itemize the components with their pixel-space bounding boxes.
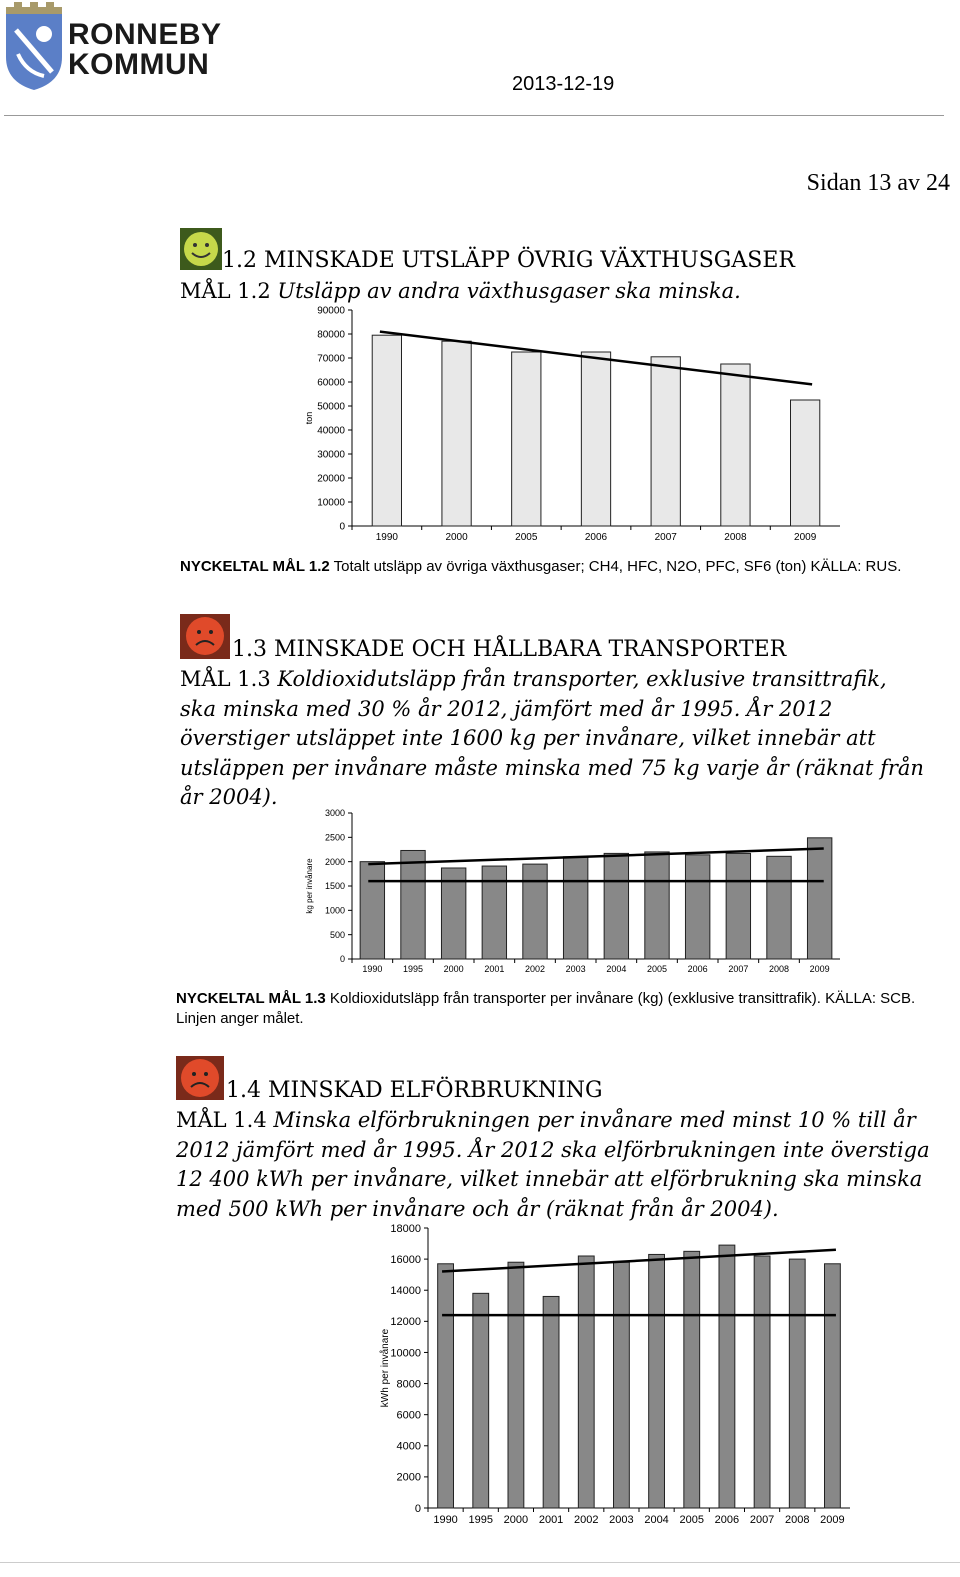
red-frown-icon bbox=[176, 1056, 224, 1100]
x-tick-label: 2000 bbox=[503, 1514, 529, 1526]
bar bbox=[614, 1262, 630, 1508]
x-tick-label: 2005 bbox=[679, 1514, 704, 1526]
y-tick-label: 2500 bbox=[324, 832, 345, 843]
x-tick-label: 2006 bbox=[584, 532, 608, 542]
bar bbox=[726, 853, 750, 959]
bar bbox=[825, 1264, 841, 1508]
chart-1-3 bbox=[290, 805, 850, 980]
y-tick-label: 2000 bbox=[324, 856, 345, 867]
y-tick-label: 1500 bbox=[324, 881, 345, 892]
x-tick-label: 2007 bbox=[728, 964, 749, 974]
y-tick-label: 60000 bbox=[317, 377, 345, 389]
x-tick-label: 1995 bbox=[468, 1514, 493, 1526]
bar bbox=[360, 862, 384, 959]
x-tick-label: 2006 bbox=[714, 1514, 740, 1526]
bar bbox=[685, 855, 709, 959]
x-tick-label: 2003 bbox=[609, 1514, 634, 1526]
x-tick-label: 2002 bbox=[574, 1514, 599, 1526]
bar bbox=[473, 1293, 489, 1508]
bar bbox=[563, 857, 587, 959]
red-frown-icon bbox=[180, 614, 230, 659]
trend-line bbox=[368, 849, 823, 865]
y-tick-label: 0 bbox=[414, 1502, 421, 1515]
trend-line bbox=[442, 1250, 836, 1272]
x-tick-label: 2006 bbox=[687, 964, 708, 974]
y-axis-label: kg per invånare bbox=[305, 858, 314, 914]
chart-1-2-svg bbox=[290, 302, 850, 542]
x-tick-label: 2009 bbox=[820, 1514, 845, 1526]
bar bbox=[372, 335, 401, 526]
x-tick-label: 1990 bbox=[375, 532, 398, 542]
x-tick-label: 2005 bbox=[515, 532, 538, 542]
x-tick-label: 2000 bbox=[445, 532, 468, 542]
section-heading-1-4: 1.4 MINSKAD ELFÖRBRUKNING bbox=[226, 1078, 603, 1103]
bar bbox=[807, 838, 831, 959]
bar bbox=[684, 1251, 700, 1508]
x-tick-label: 2001 bbox=[538, 1514, 564, 1526]
y-tick-label: 12000 bbox=[390, 1316, 421, 1329]
y-tick-label: 16000 bbox=[390, 1253, 421, 1266]
section-heading-1-2: 1.2 MINSKADE UTSLÄPP ÖVRIG VÄXTHUSGASER bbox=[222, 248, 795, 273]
y-tick-label: 70000 bbox=[317, 353, 345, 365]
y-tick-label: 10000 bbox=[390, 1347, 421, 1360]
bar bbox=[649, 1254, 665, 1508]
chart-1-3-svg bbox=[290, 805, 850, 980]
caption-1-2: NYCKELTAL MÅL 1.2 Totalt utsläpp av övriga växthusgaser; CH4, HFC, N2O, PFC, SF6 (ton) KÄLLA: RUS. bbox=[180, 558, 902, 575]
bar bbox=[791, 400, 820, 526]
x-tick-label: 2007 bbox=[654, 532, 677, 542]
y-tick-label: 90000 bbox=[317, 305, 345, 317]
y-tick-label: 3000 bbox=[324, 808, 345, 819]
footer-divider bbox=[0, 1562, 960, 1563]
bar bbox=[578, 1256, 594, 1508]
y-tick-label: 0 bbox=[339, 954, 345, 965]
x-tick-label: 1990 bbox=[362, 964, 383, 974]
y-tick-label: 4000 bbox=[396, 1440, 421, 1453]
y-tick-label: 10000 bbox=[317, 497, 345, 509]
x-tick-label: 2005 bbox=[646, 964, 668, 974]
bar bbox=[543, 1296, 559, 1508]
x-tick-label: 2000 bbox=[443, 964, 464, 974]
bar bbox=[442, 341, 471, 526]
green-smiley-icon bbox=[180, 228, 222, 270]
y-tick-label: 80000 bbox=[317, 329, 345, 341]
bar bbox=[512, 352, 541, 526]
bar bbox=[604, 853, 628, 959]
x-tick-label: 2008 bbox=[768, 964, 790, 974]
bar bbox=[754, 1256, 770, 1508]
goal-1-2: MÅL 1.2 Utsläpp av andra växthusgaser ska minska. bbox=[180, 279, 741, 303]
y-axis-label: ton bbox=[304, 411, 314, 425]
x-tick-label: 2007 bbox=[749, 1514, 775, 1526]
x-tick-label: 2002 bbox=[524, 964, 546, 974]
y-tick-label: 500 bbox=[329, 929, 345, 940]
page-number: Sidan 13 av 24 bbox=[806, 170, 950, 196]
y-tick-label: 2000 bbox=[396, 1471, 421, 1484]
x-tick-label: 2009 bbox=[809, 964, 830, 974]
chart-1-2 bbox=[290, 302, 850, 542]
bar bbox=[401, 850, 425, 959]
chart-1-4 bbox=[350, 1218, 860, 1533]
y-tick-label: 20000 bbox=[317, 473, 345, 485]
y-tick-label: 1000 bbox=[324, 905, 345, 916]
ronneby-logo-text: RONNEBY KOMMUN bbox=[68, 18, 222, 81]
header-divider bbox=[4, 115, 944, 116]
x-tick-label: 2001 bbox=[484, 964, 505, 974]
y-tick-label: 6000 bbox=[396, 1409, 421, 1422]
y-axis-label: kWh per invånare bbox=[380, 1328, 391, 1408]
bar bbox=[523, 864, 547, 959]
bar bbox=[719, 1245, 735, 1508]
y-tick-label: 30000 bbox=[317, 449, 345, 461]
caption-1-3: NYCKELTAL MÅL 1.3 Koldioxidutsläpp från transporter per invånare (kg) (exklusive transittrafik). KÄLLA: SCB. Linjen anger målet. bbox=[176, 990, 916, 1027]
x-tick-label: 2008 bbox=[724, 532, 747, 542]
document-date: 2013-12-19 bbox=[512, 73, 615, 95]
bar bbox=[767, 856, 791, 959]
bar bbox=[508, 1262, 524, 1508]
y-tick-label: 14000 bbox=[390, 1285, 421, 1298]
x-tick-label: 1990 bbox=[433, 1514, 458, 1526]
bar bbox=[721, 364, 750, 526]
x-tick-label: 2004 bbox=[606, 964, 627, 974]
bar bbox=[581, 352, 610, 526]
x-tick-label: 1995 bbox=[402, 964, 424, 974]
x-tick-label: 2003 bbox=[565, 964, 586, 974]
bar bbox=[789, 1259, 805, 1508]
y-tick-label: 40000 bbox=[317, 425, 345, 437]
chart-1-4-svg bbox=[350, 1218, 860, 1533]
goal-1-4: MÅL 1.4 Minska elförbrukningen per invånare med minst 10 % till år 2012 jämfört med år 1995. År 2012 ska elförbrukningen inte överstiga 12 400 kWh per invånare, vilket innebär att elförbrukning ska minska med 500 kWh per invånare och år (räknat från år 2004). bbox=[176, 1108, 930, 1221]
bar bbox=[645, 852, 669, 959]
x-tick-label: 2004 bbox=[644, 1514, 669, 1526]
y-tick-label: 8000 bbox=[396, 1378, 421, 1391]
x-tick-label: 2009 bbox=[794, 532, 817, 542]
y-tick-label: 50000 bbox=[317, 401, 345, 413]
section-heading-1-3: 1.3 MINSKADE OCH HÅLLBARA TRANSPORTER bbox=[232, 637, 787, 662]
y-tick-label: 18000 bbox=[390, 1222, 421, 1235]
ronneby-crest-logo bbox=[4, 2, 64, 92]
bar bbox=[651, 357, 680, 526]
bar bbox=[438, 1264, 454, 1508]
goal-1-3: MÅL 1.3 Koldioxidutsläpp från transporter, exklusive transittrafik, ska minska med 30 % år 2012, jämfört med år 1995. År 2012 överstiger utsläppet inte 1600 kg per invånare, vilket innebär att utsläppen per invånare måste minska med 75 kg varje år (räknat från år 2004). bbox=[180, 667, 924, 809]
x-tick-label: 2008 bbox=[785, 1514, 810, 1526]
y-tick-label: 0 bbox=[339, 521, 345, 533]
